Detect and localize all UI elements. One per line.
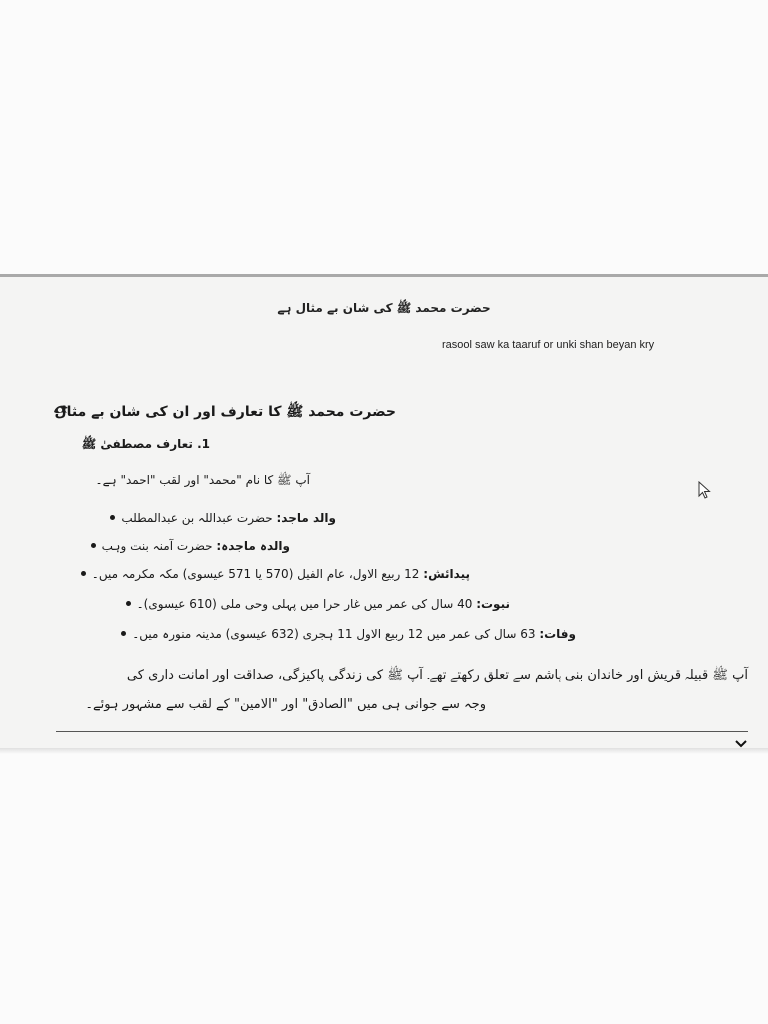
- mouse-cursor-icon: [698, 481, 712, 499]
- list-item: [121, 627, 576, 641]
- item-label: والدہ ماجدہ:: [216, 539, 290, 553]
- item-text: 63 سال کی عمر میں 12 ربیع الاول 11 ہجری (632 عیسوی) مدینہ منورہ میں۔: [132, 627, 540, 641]
- list-item: [91, 539, 290, 553]
- bullet-dot: [91, 543, 96, 548]
- bullet-dot: [81, 571, 86, 576]
- item-label: پیدائش:: [423, 567, 470, 581]
- answer-heading: حضرت محمد ﷺ کا تعارف اور ان کی شان بے مثال: [54, 404, 396, 420]
- page-title: حضرت محمد ﷺ کی شان بے مثال ہے: [277, 301, 491, 315]
- item-text: حضرت عبداللہ بن عبدالمطلب: [121, 511, 277, 525]
- item-text: 40 سال کی عمر میں غار حرا میں پہلی وحی ملی (610 عیسوی)۔: [136, 597, 477, 611]
- bullet-dot: [121, 631, 126, 636]
- bullet-dot: [110, 515, 115, 520]
- bullet-dot: [126, 601, 131, 606]
- user-message: rasool saw ka taaruf or unki shan beyan kry: [442, 339, 655, 351]
- item-label: والد ماجد:: [276, 511, 336, 525]
- answer-intro: آپ ﷺ کا نام "محمد" اور لقب "احمد" ہے۔: [95, 473, 310, 487]
- divider: [56, 731, 748, 732]
- answer-subheading: 1. تعارف مصطفیٰ ﷺ: [81, 437, 210, 451]
- item-text: حضرت آمنہ بنت وہب: [101, 539, 217, 553]
- list-item: [110, 511, 336, 525]
- answer-paragraph-line: آپ ﷺ قبیلہ قریش اور خاندان بنی ہاشم سے تعلق رکھتے تھے۔ آپ ﷺ کی زندگی پاکیزگی، صداقت اور امانت داری کی: [126, 668, 748, 683]
- chat-screen: [0, 274, 768, 748]
- item-label: نبوت:: [476, 597, 510, 611]
- list-item: [126, 597, 510, 611]
- answer-paragraph-line: وجہ سے جوانی ہی میں "الصادق" اور "الامین" کے لقب سے مشہور ہوئے۔: [85, 697, 486, 712]
- list-item: [81, 567, 470, 581]
- item-label: وفات:: [539, 627, 576, 641]
- item-text: 12 ربیع الاول، عام الفیل (570 یا 571 عیسوی) مکہ مکرمہ میں۔: [91, 567, 424, 581]
- screen-edge-shadow: [0, 748, 768, 754]
